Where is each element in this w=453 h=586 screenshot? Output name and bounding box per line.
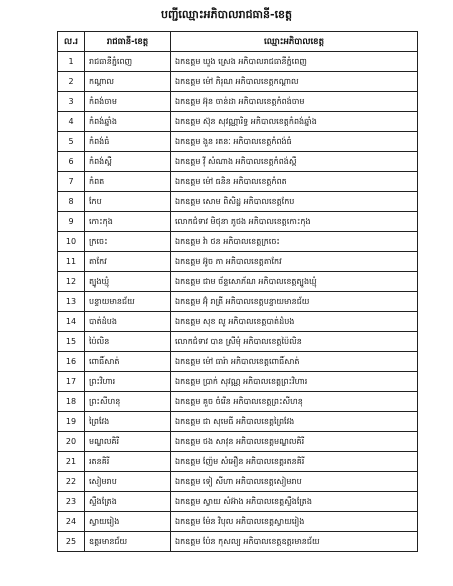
table-row — [58, 212, 418, 232]
table-row — [58, 52, 418, 72]
table-row — [58, 312, 418, 332]
table-row — [58, 232, 418, 252]
province-cell: រតនគិរី — [85, 452, 171, 472]
table-row — [58, 432, 418, 452]
table-row — [58, 132, 418, 152]
table-row — [58, 292, 418, 312]
row-number: 14 — [58, 312, 85, 332]
governor-cell: ឯកឧត្តម ញ៉ែម សំអឿន អភិបាលខេត្តរតនគិរី — [171, 452, 418, 472]
row-number: 16 — [58, 352, 85, 372]
row-number: 20 — [58, 432, 85, 452]
governor-cell: ឯកឧត្តម ម៉ៅ ធារ៉ា អភិបាលខេត្តពោធិ៍សាត់ — [171, 352, 418, 372]
row-number: 24 — [58, 512, 85, 532]
governor-cell: ឯកឧត្តម ឃួង ស្រេង អភិបាលរាជធានីភ្នំពេញ — [171, 52, 418, 72]
province-cell: បន្ទាយមានជ័យ — [85, 292, 171, 312]
table-row — [58, 472, 418, 492]
governor-cell: ឯកឧត្តម ងួន រតនៈ អភិបាលខេត្តកំពង់ធំ — [171, 132, 418, 152]
governor-cell: លោកជំទាវ បាន ស្រីមុំ អភិបាលខេត្តប៉ៃលិន — [171, 332, 418, 352]
province-cell: ពោធិ៍សាត់ — [85, 352, 171, 372]
province-cell: កំពត — [85, 172, 171, 192]
province-cell: ព្រះសីហនុ — [85, 392, 171, 412]
table-row — [58, 352, 418, 372]
province-cell: កំពង់ចាម — [85, 92, 171, 112]
row-number: 15 — [58, 332, 85, 352]
governor-cell: ឯកឧត្តម ស្វាយ សំអ៊ាង អភិបាលខេត្តស្ទឹងត្រែង — [171, 492, 418, 512]
row-number: 9 — [58, 212, 85, 232]
province-cell: មណ្ឌលគិរី — [85, 432, 171, 452]
governor-cell: ឯកឧត្តម អ៊ូច ភា អភិបាលខេត្តតាកែវ — [171, 252, 418, 272]
governor-cell: ឯកឧត្តម ប៉ែន កុសល្យ អភិបាលខេត្តឧត្ដរមានជ័យ — [171, 532, 418, 552]
governor-cell: ឯកឧត្តម អ៊ុំ រាត្រី អភិបាលខេត្តបន្ទាយមានជ័យ — [171, 292, 418, 312]
governor-cell: ឯកឧត្តម ជា សុមេធី អភិបាលខេត្តព្រៃវែង — [171, 412, 418, 432]
table-row — [58, 532, 418, 552]
table-row — [58, 512, 418, 532]
document-title: បញ្ជីឈ្មោះអភិបាលរាជធានី-ខេត្ត — [160, 8, 293, 21]
table-row — [58, 332, 418, 352]
row-number: 18 — [58, 392, 85, 412]
governor-cell: ឯកឧត្តម ម៉ែន វិបុល អភិបាលខេត្តស្វាយរៀង — [171, 512, 418, 532]
table-body — [58, 52, 418, 552]
column-header-province: រាជធានី-ខេត្ត — [85, 32, 171, 52]
governor-cell: ឯកឧត្តម គួច ចំរើន អភិបាលខេត្តព្រះសីហនុ — [171, 392, 418, 412]
governor-cell: ឯកឧត្តម ជាម ច័ន្ទសោភ័ណ អភិបាលខេត្តត្បូងឃ្មុំ — [171, 272, 418, 292]
row-number: 6 — [58, 152, 85, 172]
governor-cell: ឯកឧត្តម ទៀ សីហា អភិបាលខេត្តសៀមរាប — [171, 472, 418, 492]
province-cell: ប៉ៃលិន — [85, 332, 171, 352]
governor-cell: ឯកឧត្តម ថង សាវុន អភិបាលខេត្តមណ្ឌលគិរី — [171, 432, 418, 452]
row-number: 2 — [58, 72, 85, 92]
province-cell: ឧត្ដរមានជ័យ — [85, 532, 171, 552]
table-row — [58, 272, 418, 292]
province-cell: ត្បូងឃ្មុំ — [85, 272, 171, 292]
column-header-governor: ឈ្មោះអភិបាលខេត្ត — [171, 32, 418, 52]
row-number: 21 — [58, 452, 85, 472]
table-row — [58, 192, 418, 212]
row-number: 25 — [58, 532, 85, 552]
table-row — [58, 172, 418, 192]
row-number: 22 — [58, 472, 85, 492]
province-cell: រាជធានីភ្នំពេញ — [85, 52, 171, 72]
governor-cell: ឯកឧត្តម ម៉ៅ ធនិន អភិបាលខេត្តកំពត — [171, 172, 418, 192]
province-cell: កំពង់ឆ្នាំង — [85, 112, 171, 132]
table-row — [58, 152, 418, 172]
province-cell: ស្វាយរៀង — [85, 512, 171, 532]
governor-cell: ឯកឧត្តម អ៊ុន ចាន់ដា អភិបាលខេត្តកំពង់ចាម — [171, 92, 418, 112]
table-row — [58, 112, 418, 132]
governor-table — [57, 31, 418, 552]
table-row — [58, 392, 418, 412]
row-number: 11 — [58, 252, 85, 272]
row-number: 17 — [58, 372, 85, 392]
governor-cell: ឯកឧត្តម ប្រាក់ សុវណ្ណ អភិបាលខេត្តព្រះវិហារ — [171, 372, 418, 392]
table-row — [58, 412, 418, 432]
table-row — [58, 72, 418, 92]
row-number: 3 — [58, 92, 85, 112]
row-number: 10 — [58, 232, 85, 252]
province-cell: សៀមរាប — [85, 472, 171, 492]
province-cell: កំពង់ធំ — [85, 132, 171, 152]
table-row — [58, 372, 418, 392]
province-cell: ស្ទឹងត្រែង — [85, 492, 171, 512]
province-cell: បាត់ដំបង — [85, 312, 171, 332]
province-cell: កោះកុង — [85, 212, 171, 232]
table-row — [58, 452, 418, 472]
row-number: 8 — [58, 192, 85, 212]
table-row — [58, 92, 418, 112]
province-cell: កែប — [85, 192, 171, 212]
row-number: 13 — [58, 292, 85, 312]
row-number: 4 — [58, 112, 85, 132]
row-number: 1 — [58, 52, 85, 72]
row-number: 12 — [58, 272, 85, 292]
row-number: 23 — [58, 492, 85, 512]
governor-cell: លោកជំទាវ មិថុនា ភូថង អភិបាលខេត្តកោះកុង — [171, 212, 418, 232]
province-cell: តាកែវ — [85, 252, 171, 272]
province-cell: កណ្ដាល — [85, 72, 171, 92]
governor-cell: ឯកឧត្តម សោម ពិសិដ្ឋ អភិបាលខេត្តកែប — [171, 192, 418, 212]
table-row — [58, 252, 418, 272]
row-number: 19 — [58, 412, 85, 432]
province-cell: ក្រចេះ — [85, 232, 171, 252]
governor-cell: ឯកឧត្តម ស៊ុន សុវណ្ណារិទ្ធ អភិបាលខេត្តកំពង់ឆ្នាំង — [171, 112, 418, 132]
table-row — [58, 492, 418, 512]
province-cell: ព្រៃវែង — [85, 412, 171, 432]
table-header-row — [58, 32, 418, 52]
province-cell: ព្រះវិហារ — [85, 372, 171, 392]
row-number: 5 — [58, 132, 85, 152]
row-number: 7 — [58, 172, 85, 192]
governor-cell: ឯកឧត្តម ម៉ៅ ភិរុណ អភិបាលខេត្តកណ្ដាល — [171, 72, 418, 92]
governor-cell: ឯកឧត្តម សុខ លូ អភិបាលខេត្តបាត់ដំបង — [171, 312, 418, 332]
governor-cell: ឯកឧត្តម វ៉ី សំណាង អភិបាលខេត្តកំពង់ស្ពឺ — [171, 152, 418, 172]
governor-cell: ឯកឧត្តម វ៉ា ថន អភិបាលខេត្តក្រចេះ — [171, 232, 418, 252]
column-header-number: ល.រ — [58, 32, 85, 52]
province-cell: កំពង់ស្ពឺ — [85, 152, 171, 172]
